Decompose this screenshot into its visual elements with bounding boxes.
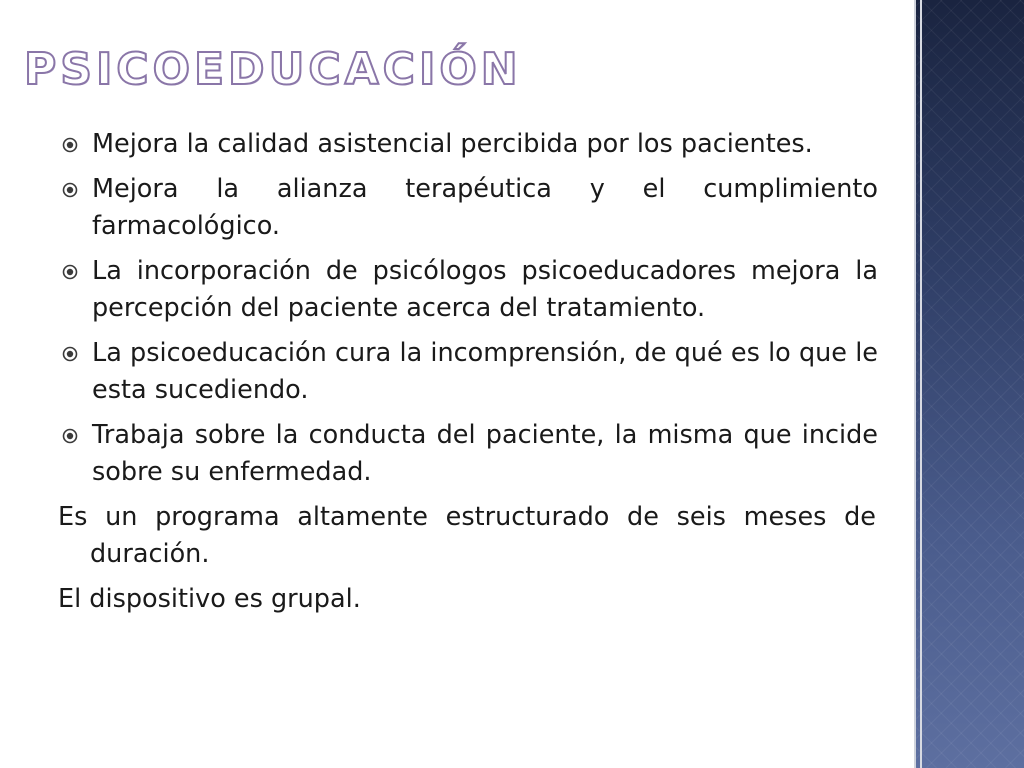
target-bullet-icon	[62, 428, 78, 444]
target-bullet-icon	[62, 264, 78, 280]
target-bullet-icon	[62, 346, 78, 362]
side-band-divider	[920, 0, 922, 768]
bullet-text: Trabaja sobre la conducta del paciente, la misma que incide sobre su enfermedad.	[92, 420, 878, 487]
slide-content	[60, 126, 878, 626]
paragraph-group	[58, 499, 876, 618]
bullet-item	[60, 126, 878, 163]
target-bullet-icon	[62, 137, 78, 153]
bullet-item	[60, 253, 878, 327]
bullet-text: Mejora la alianza terapéutica y el cumplimiento farmacológico.	[92, 174, 878, 241]
bullet-text: Mejora la calidad asistencial percibida por los pacientes.	[92, 129, 813, 159]
paragraph: Es un programa altamente estructurado de seis meses de duración.	[58, 502, 876, 569]
decorative-side-band	[914, 0, 1024, 768]
bullet-text: La psicoeducación cura la incomprensión, de qué es lo que le esta sucediendo.	[92, 338, 878, 405]
target-bullet-icon	[62, 182, 78, 198]
bullet-item	[60, 171, 878, 245]
bullet-item	[60, 335, 878, 409]
slide-title: PSICOEDUCACIÓN	[24, 44, 522, 95]
bullet-text: La incorporación de psicólogos psicoeducadores mejora la percepción del paciente acerca del tratamiento.	[92, 256, 878, 323]
paragraph: El dispositivo es grupal.	[58, 584, 361, 614]
bullet-item	[60, 417, 878, 491]
